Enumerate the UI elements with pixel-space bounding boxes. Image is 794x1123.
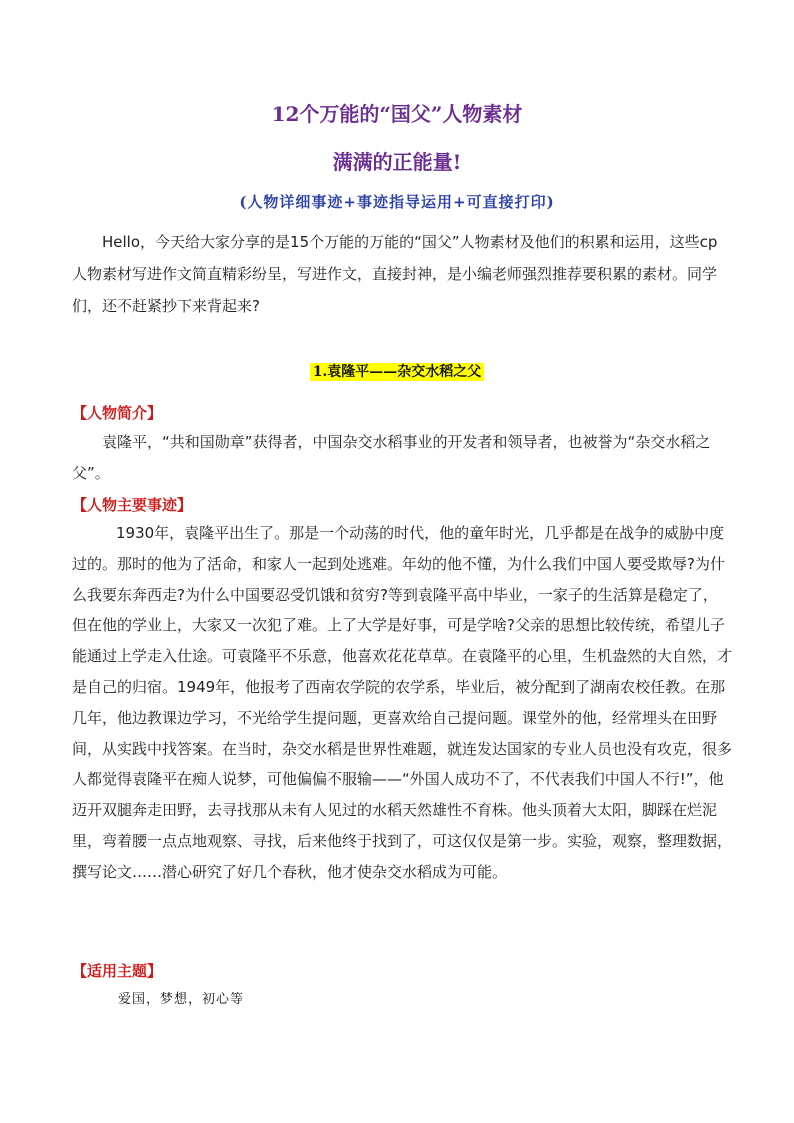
document-subtitle: 满满的正能量! xyxy=(332,150,462,174)
profile-label: 【人物简介】 xyxy=(72,404,163,422)
profile-paragraph: 袁隆平，“共和国勋章”获得者，中国杂交水稻事业的开发者和领导者，也被誉为“杂交水稻之父”。 xyxy=(72,433,711,482)
deeds-paragraph: 1930年，袁隆平出生了。那是一个动荡的时代，他的童年时光，几乎都是在战争的威胁中度过的。那时的他为了活命，和家人一起到处逃难。年幼的他不懂，为什么我们中国人要受欺辱?为什么我要东奔西走?为什么中国要忍受饥饿和贫穷?等到袁隆平高中毕业，一家子的生活算是稳定了，但在他的学业上，大家又一次犯了难。上了大学是好事，可是学啥?父亲的思想比较传统，希望儿子能通过上学走入仕途。可袁隆平不乐意，他喜欢花花草草。在袁隆平的心里，生机盎然的大自然，才是自己的归宿。1949年，他报考了西南农学院的农学系，毕业后，被分配到了湖南农校任教。在那几年，他边教课边学习，不光给学生提问题，更喜欢给自己提问题。课堂外的他，经常埋头在田野间，从实践中找答案。在当时，杂交水稻是世界性难题，就连发达国家的专业人员也没有攻克，很多人都觉得袁隆平在痴人说梦，可他偏偏不服输——“外国人成功不了，不代表我们中国人不行!”，他迈开双腿奔走田野，去寻找那从未有人见过的水稻天然雄性不育株。他头顶着大太阳，脚踩在烂泥里，弯着腰一点点地观察、寻找，后来他终于找到了，可这仅仅是第一步。实验，观察，整理数据，撰写论文……潜心研究了好几个春秋，他才使杂交水稻成为可能。 xyxy=(72,524,733,881)
document-title: 12个万能的“国父”人物素材 xyxy=(271,102,523,126)
section-heading-text: 1.袁隆平——杂交水稻之父 xyxy=(310,363,485,381)
themes-label: 【适用主题】 xyxy=(72,962,163,980)
intro-paragraph: Hello，今天给大家分享的是15个万能的万能的“国父”人物素材及他们的积累和运用，这些cp人物素材写进作文简直精彩纷呈，写进作文，直接封神，是小编老师强烈推荐要积累的素材。同学们，还不赶紧抄下来背起来? xyxy=(72,233,718,315)
themes-text: 爱国，梦想，初心等 xyxy=(118,992,245,1007)
deeds-label: 【人物主要事迹】 xyxy=(72,496,193,514)
document-tagline: (人物详细事迹+事迹指导运用+可直接打印) xyxy=(239,193,555,211)
section-heading xyxy=(0,361,794,381)
